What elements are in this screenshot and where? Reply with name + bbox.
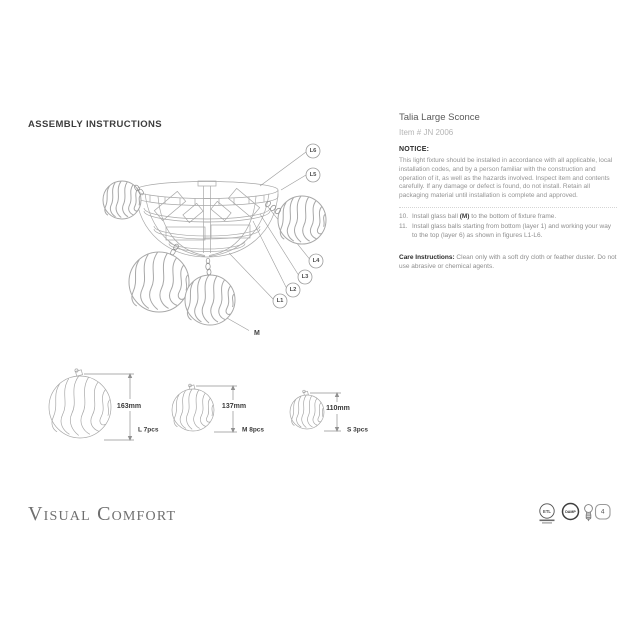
callout-l2 xyxy=(286,283,300,297)
ball-size-medium xyxy=(172,384,214,431)
step-11 xyxy=(399,223,617,241)
dimension-large-qty: L 7pcs xyxy=(138,426,159,434)
socket-sleeves xyxy=(154,188,259,240)
dimension-small-value: 110mm xyxy=(326,405,350,412)
dimension-large-value: 163mm xyxy=(116,403,142,410)
dimension-medium-value: 137mm xyxy=(221,403,247,410)
callout-l5-label: L5 xyxy=(309,172,317,178)
ball-size-large xyxy=(49,369,111,438)
callout-l1-label: L1 xyxy=(276,298,284,304)
callout-l3-label: L3 xyxy=(301,274,309,280)
damp-rating-icon xyxy=(563,504,579,520)
callout-l1 xyxy=(273,294,287,308)
callout-l4-label: L4 xyxy=(312,258,320,264)
damp-label: DAMP xyxy=(565,510,576,514)
step-10-text-bold: (M) xyxy=(459,212,470,220)
step-10-text-pre: Install glass ball xyxy=(412,212,460,220)
glass-ball-bottom-center xyxy=(185,275,235,325)
callout-l3 xyxy=(298,270,312,284)
notice-text: This light fixture should be installed in accordance with all applicable, local installation codes, and by a person familiar with the construction and operation of it, as well as the hazards involved. Inspect item and contents carefully. If any damage or defect is found, do not install. Retain all packaging material until installation is complete and approved. xyxy=(399,157,613,200)
callout-l6 xyxy=(306,144,320,158)
notice-heading: NOTICE: xyxy=(399,146,430,153)
bulb-icon xyxy=(585,505,593,521)
dimension-small-qty: S 3pcs xyxy=(347,426,368,434)
quantity-badge-label: 4 xyxy=(600,508,605,516)
fixture-glass-balls xyxy=(103,181,326,325)
product-title: Talia Large Sconce xyxy=(399,112,480,123)
care-instructions-text: Clean only with a soft dry cloth or feather duster. Do not use abrasive or chemical agents. xyxy=(399,254,617,271)
callout-m-label: M xyxy=(254,330,260,337)
care-instructions xyxy=(399,253,617,271)
step-10-number: 10. xyxy=(399,212,409,220)
measurement-diagrams xyxy=(49,369,324,438)
callout-l4 xyxy=(309,254,323,268)
fixture-frame xyxy=(136,181,278,257)
callout-l2-label: L2 xyxy=(289,287,297,293)
ball-size-small xyxy=(290,390,324,429)
dimension-annotations xyxy=(84,373,368,441)
etl-label: ETL xyxy=(543,509,551,514)
callout-l5 xyxy=(306,168,320,182)
step-10-text-post: to the bottom of fixture frame. xyxy=(469,212,557,220)
step-10-text xyxy=(412,213,617,222)
step-11-text xyxy=(412,223,617,241)
product-info-panel xyxy=(399,112,617,271)
step-11-number: 11. xyxy=(399,222,408,230)
callout-l6-label: L6 xyxy=(309,148,317,154)
item-number: Item # JN 2006 xyxy=(399,128,454,137)
page-title: ASSEMBLY INSTRUCTIONS xyxy=(28,119,163,130)
glass-ball-bottom-left xyxy=(129,252,189,312)
glass-ball-left xyxy=(103,181,141,219)
brand-logo: Visual Comfort xyxy=(28,503,177,525)
step-11-text-pre: Install glass balls starting from bottom (layer 1) and working your way to the top (layer 6) as shown in figures L1-L6. xyxy=(412,222,612,239)
step-10 xyxy=(399,213,617,222)
quantity-badge xyxy=(596,505,611,520)
glass-ball-right xyxy=(278,196,326,244)
dimension-medium-qty: M 8pcs xyxy=(242,426,265,434)
care-instructions-label: Care Instructions: xyxy=(399,254,455,262)
etl-listed-icon xyxy=(540,504,555,524)
certification-icons xyxy=(540,504,611,524)
callout-m xyxy=(227,318,260,337)
divider xyxy=(399,207,617,208)
